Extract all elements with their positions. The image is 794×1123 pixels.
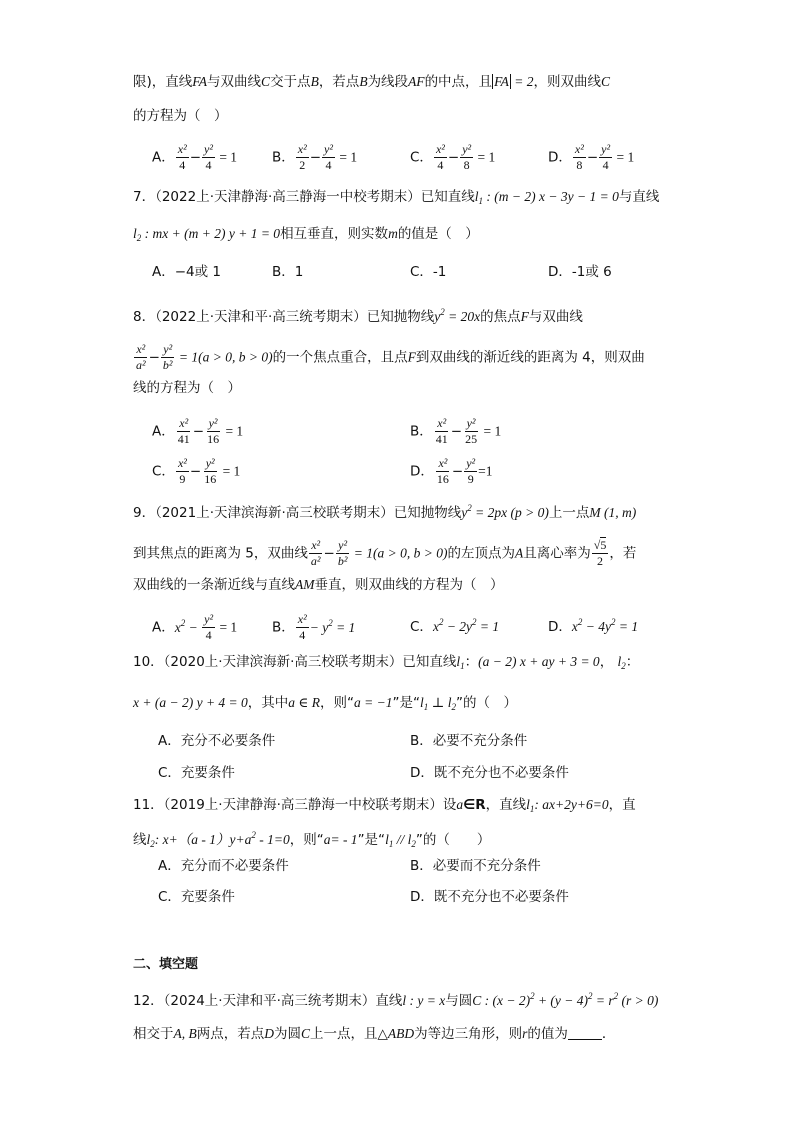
q7-option-c: C．-1	[410, 264, 447, 280]
q7-option-d: D．-1或 6	[548, 264, 612, 280]
q6-option-a: A． $\frac{\text{x²}}{4}$ − $\frac{\text{y²}}{4}$ = 1	[152, 142, 238, 172]
q8-option-b: B． $\frac{\text{x²}}{41}$ − $\frac{\text{y²}}{25}$ = 1	[410, 416, 502, 446]
q12-line2: 相交于A, B两点，若点D为圆C上一点，且△ABD为等边三角形，则r的值为 ．	[133, 1026, 616, 1042]
q10-option-c: C．充要条件	[158, 765, 235, 781]
q7-option-a: A．−4或 1	[152, 264, 222, 280]
q10-line2: x + (a − 2) y + 4 = 0，其中a ∈ R，则“a = −1”是“$l_1$ ⊥ $l_2$”的（ ）	[133, 695, 517, 712]
q7-line1: 7．（2022上·天津静海·高三静海一中校考期末）已知直线$l_1$ : (m − 2) x − 3y − 1 = 0与直线	[133, 189, 660, 206]
q9-option-a: A．$x^2$ − $\frac{\text{y²}}{4}$ = 1	[152, 612, 238, 642]
q11-option-d: D．既不充分也不必要条件	[410, 889, 569, 905]
q10-option-a: A．充分不必要条件	[158, 733, 276, 749]
q11-option-a: A．充分而不必要条件	[158, 858, 289, 874]
q6-option-d: D． $\frac{\text{x²}}{8}$ − $\frac{\text{y²}}{4}$ = 1	[548, 142, 635, 172]
q10-option-b: B．必要不充分条件	[410, 733, 528, 749]
q11-option-b: B．必要而不充分条件	[410, 858, 541, 874]
q9-line1: 9．（2021上·天津滨海新·高三校联考期末）已知抛物线$y^2 = 2px$ (p > 0)上一点M (1, m)	[133, 503, 637, 521]
q8-option-a: A． $\frac{\text{x²}}{41}$ − $\frac{\text{y²}}{16}$ = 1	[152, 416, 244, 446]
q11-option-c: C．充要条件	[158, 889, 235, 905]
q8-line3: 线的方程为（ ）	[133, 380, 241, 396]
q12-line1: 12．（2024上·天津和平·高三统考期末）直线l : y = x与圆C : $(x - 2)^2 + (y - 4)^2 = r^2$ (r > 0)	[133, 991, 659, 1009]
q10-option-d: D．既不充分也不必要条件	[410, 765, 569, 781]
q9-line3: 双曲线的一条渐近线与直线AM垂直，则双曲线的方程为（ ）	[133, 577, 504, 593]
q6-line2: 的方程为（ ）	[133, 108, 228, 124]
q6-text: 限)，直线	[133, 74, 193, 90]
q6-line1: 限)，直线FA与双曲线C交于点B，若点B为线段AF的中点，且 FA = 2，则双曲线C	[133, 74, 610, 90]
q9-option-d: D．$x^2 - 4y^2 = 1$	[548, 617, 639, 635]
q9-option-b: B． $\frac{\text{x²}}{4}$ − $y^2 = 1$	[272, 612, 356, 642]
q7-option-b: B．1	[272, 264, 304, 280]
q10-line1: 10．（2020上·天津滨海新·高三校联考期末）已知直线$l_1$：(a − 2) x + ay + 3 = 0， $l_2$：	[133, 654, 640, 671]
q6-option-b: B． $\frac{\text{x²}}{2}$ − $\frac{\text{y²}}{4}$ = 1	[272, 142, 358, 172]
q9-line2: 到其焦点的距离为 5，双曲线 $\frac{\text{x²}}{\text{a²}}$ − $\frac{\text{y²}}{\text{b²}}$ = 1(a > 0, b > 0)的左顶点为A且离心率为 $\frac{√5}{2}$ ，若	[133, 538, 637, 568]
q8-line1: 8．（2022上·天津和平·高三统考期末）已知抛物线$y^2 = 20x$的焦点F与双曲线	[133, 307, 583, 325]
answer-blank[interactable]	[568, 1025, 602, 1040]
q7-line2: $l_2$ : mx + (m + 2) y + 1 = 0相互垂直，则实数m的值是（ ）	[133, 226, 479, 243]
q8-line2: $\frac{\text{x²}}{\text{a²}}$ − $\frac{\text{y²}}{\text{b²}}$ = 1(a > 0, b > 0)的一个焦点重合，且点F到双曲线的渐近线的距离为 4，则双曲	[136, 342, 645, 372]
q9-option-c: C．$x^2 - 2y^2 = 1$	[410, 617, 500, 635]
q11-line2: 线$l_2$: $x+(a - 1)y+a^2 - 1=0$，则“a= - 1”是“$l_1 // l_2$”的（ ）	[133, 830, 491, 849]
q11-line1: 11．（2019上·天津静海·高三静海一中校联考期末）设a∈R，直线$l_1$: ax+2y+6=0，直	[133, 797, 636, 814]
q6-option-c: C． $\frac{\text{x²}}{4}$ − $\frac{\text{y²}}{8}$ = 1	[410, 142, 496, 172]
q8-option-c: C． $\frac{\text{x²}}{9}$ − $\frac{\text{y²}}{16}$ = 1	[152, 456, 241, 486]
section-title: 二、填空题	[133, 957, 199, 972]
q8-option-d: D． $\frac{\text{x²}}{16}$ − $\frac{\text{y²}}{9}$ =1	[410, 456, 493, 486]
